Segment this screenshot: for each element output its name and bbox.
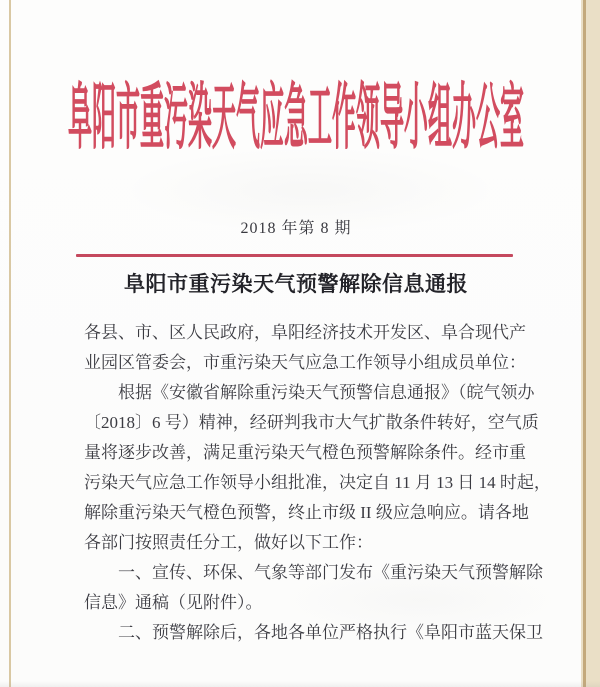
- body-line: 量将逐步改善，满足重污染天气橙色预警解除条件。经市重: [84, 443, 526, 462]
- body-line: 解除重污染天气橙色预警，终止市级 II 级应急响应。请各地: [84, 503, 529, 522]
- body-line: 信息》通稿（见附件）。: [84, 593, 263, 612]
- issue-number: 2018 年第 8 期: [240, 220, 352, 237]
- masthead-red-title: 阜阳市重污染天气应急工作领导小组办公室: [68, 82, 524, 160]
- body-line: 各部门按照责任分工，做好以下工作：: [84, 533, 373, 552]
- body-line: 根据《安徽省解除重污染天气预警信息通报》（皖气领办: [84, 383, 535, 402]
- body-line: 一、宣传、环保、气象等部门发布《重污染天气预警解除: [84, 563, 543, 582]
- body-line: 二、预警解除后，各地各单位严格执行《阜阳市蓝天保卫: [84, 623, 543, 642]
- body-line: 污染天气应急工作领导小组批准，决定自 11 月 13 日 14 时起，: [84, 473, 551, 492]
- page-bottom-shadow: [0, 681, 600, 687]
- body-line: 〔2018〕6 号）精神，经研判我市大气扩散条件转好，空气质: [84, 413, 539, 432]
- body-line: 业园区管委会，市重污染天气应急工作领导小组成员单位：: [84, 353, 526, 372]
- red-divider-rule: [76, 254, 513, 257]
- body-line: 各县、市、区人民政府，阜阳经济技术开发区、阜合现代产: [84, 323, 526, 342]
- document-title: 阜阳市重污染天气预警解除信息通报: [124, 272, 468, 296]
- document-body: [84, 318, 554, 648]
